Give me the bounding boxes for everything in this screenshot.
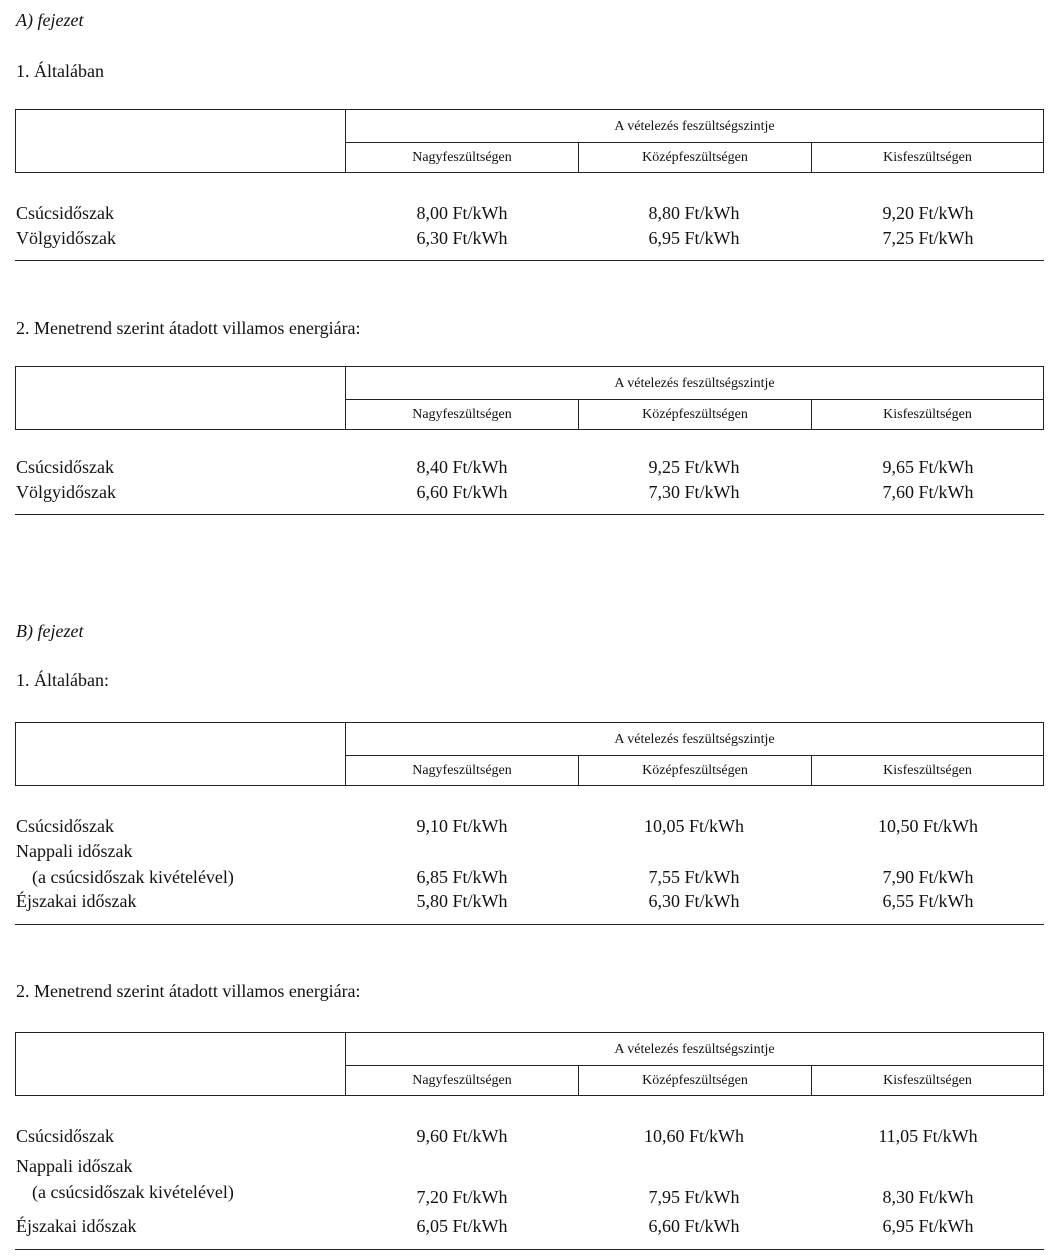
row-label: Csúcsidőszak [16, 1126, 114, 1146]
row-label: Éjszakai időszak [16, 1216, 137, 1236]
a2-row-peak [0, 457, 1058, 482]
value-high: 6,60 Ft/kWh [416, 482, 508, 502]
a1-row-offpeak [0, 228, 1058, 253]
b2-header-high-voltage: Nagyfeszültségen [346, 1066, 579, 1096]
a2-bottom-rule [15, 514, 1044, 515]
b1-row-daytime-excl-peak [0, 867, 1058, 892]
b1-header-low-voltage: Kisfeszültségen [883, 763, 972, 778]
value-low: 7,90 Ft/kWh [882, 867, 974, 887]
a2-header-high-voltage: Nagyfeszültségen [346, 400, 579, 430]
b2-header-low-voltage: Kisfeszültségen [883, 1073, 972, 1088]
row-label: Csúcsidőszak [16, 203, 114, 223]
value-high: 8,00 Ft/kWh [416, 203, 508, 223]
b2-row-daytime-values [0, 1187, 1058, 1212]
value-medium: 7,55 Ft/kWh [648, 867, 740, 887]
value-high: 5,80 Ft/kWh [416, 891, 508, 911]
value-high: 6,85 Ft/kWh [416, 867, 508, 887]
b1-header-table [15, 722, 1044, 786]
b2-header-voltage-level: A vételezés feszültségszintje [346, 1033, 1043, 1066]
b1-header-blank-cell [16, 723, 346, 785]
value-medium: 7,95 Ft/kWh [648, 1187, 740, 1207]
value-medium: 10,05 Ft/kWh [643, 816, 744, 836]
b1-header-high-voltage: Nagyfeszültségen [346, 756, 579, 786]
a1-header-voltage-level: A vételezés feszültségszintje [346, 110, 1043, 143]
a1-header-low-voltage: Kisfeszültségen [883, 150, 972, 165]
value-high: 7,20 Ft/kWh [416, 1187, 508, 1207]
a1-header-high-voltage: Nagyfeszültségen [346, 143, 579, 173]
a1-row-peak [0, 203, 1058, 228]
row-label: Nappali időszak [16, 1156, 133, 1176]
b2-row-night [0, 1216, 1058, 1241]
b2-bottom-rule [15, 1249, 1044, 1250]
row-label: Éjszakai időszak [16, 891, 137, 911]
a2-header-blank-cell [16, 367, 346, 429]
value-high: 6,05 Ft/kWh [416, 1216, 508, 1236]
a2-header-voltage-level: A vételezés feszültségszintje [346, 367, 1043, 400]
chapter-b-title: B) fejezet [16, 621, 84, 641]
value-low: 9,65 Ft/kWh [882, 457, 974, 477]
a2-header-low-voltage: Kisfeszültségen [883, 407, 972, 422]
a1-header-blank-cell [16, 110, 346, 172]
value-medium: 7,30 Ft/kWh [648, 482, 740, 502]
a2-row-offpeak [0, 482, 1058, 507]
b2-row-peak [0, 1126, 1058, 1151]
value-high: 6,30 Ft/kWh [416, 228, 508, 248]
value-medium: 9,25 Ft/kWh [648, 457, 740, 477]
a2-header-medium-voltage: Középfeszültségen [579, 400, 812, 430]
value-high: 8,40 Ft/kWh [416, 457, 508, 477]
a2-header-table [15, 366, 1044, 430]
row-label: Völgyidőszak [16, 482, 116, 502]
value-low: 11,05 Ft/kWh [878, 1126, 978, 1146]
value-high: 9,60 Ft/kWh [416, 1126, 508, 1146]
b1-bottom-rule [15, 924, 1044, 925]
row-label: Nappali időszak [16, 841, 133, 861]
value-medium: 8,80 Ft/kWh [648, 203, 740, 223]
value-low: 10,50 Ft/kWh [877, 816, 978, 836]
value-low: 6,55 Ft/kWh [882, 891, 974, 911]
b1-row-peak [0, 816, 1058, 841]
b2-row-daytime [0, 1156, 1058, 1181]
a1-heading: 1. Általában [16, 61, 104, 81]
value-medium: 10,60 Ft/kWh [643, 1126, 744, 1146]
row-label: Csúcsidőszak [16, 457, 114, 477]
a1-header-table [15, 109, 1044, 173]
value-low: 6,95 Ft/kWh [882, 1216, 974, 1236]
b2-heading: 2. Menetrend szerint átadott villamos energiára: [16, 981, 361, 1001]
a2-heading: 2. Menetrend szerint átadott villamos energiára: [16, 318, 361, 338]
a1-bottom-rule [15, 260, 1044, 261]
value-low: 9,20 Ft/kWh [882, 203, 974, 223]
row-label: Völgyidőszak [16, 228, 116, 248]
value-low: 7,60 Ft/kWh [882, 482, 974, 502]
value-low: 7,25 Ft/kWh [882, 228, 974, 248]
b2-header-medium-voltage: Középfeszültségen [579, 1066, 812, 1096]
b1-header-voltage-level: A vételezés feszültségszintje [346, 723, 1043, 756]
value-low: 8,30 Ft/kWh [882, 1187, 974, 1207]
value-medium: 6,60 Ft/kWh [648, 1216, 740, 1236]
row-label: (a csúcsidőszak kivételével) [32, 867, 234, 887]
row-label: Csúcsidőszak [16, 816, 114, 836]
chapter-a-title: A) fejezet [16, 10, 84, 30]
b2-header-blank-cell [16, 1033, 346, 1095]
row-label: (a csúcsidőszak kivételével) [32, 1182, 234, 1202]
b1-header-medium-voltage: Középfeszültségen [579, 756, 812, 786]
value-high: 9,10 Ft/kWh [416, 816, 508, 836]
b1-row-daytime [0, 841, 1058, 866]
a1-header-medium-voltage: Középfeszültségen [579, 143, 812, 173]
value-medium: 6,95 Ft/kWh [648, 228, 740, 248]
b1-row-night [0, 891, 1058, 916]
b1-heading: 1. Általában: [16, 670, 109, 690]
value-medium: 6,30 Ft/kWh [648, 891, 740, 911]
b2-header-table [15, 1032, 1044, 1096]
